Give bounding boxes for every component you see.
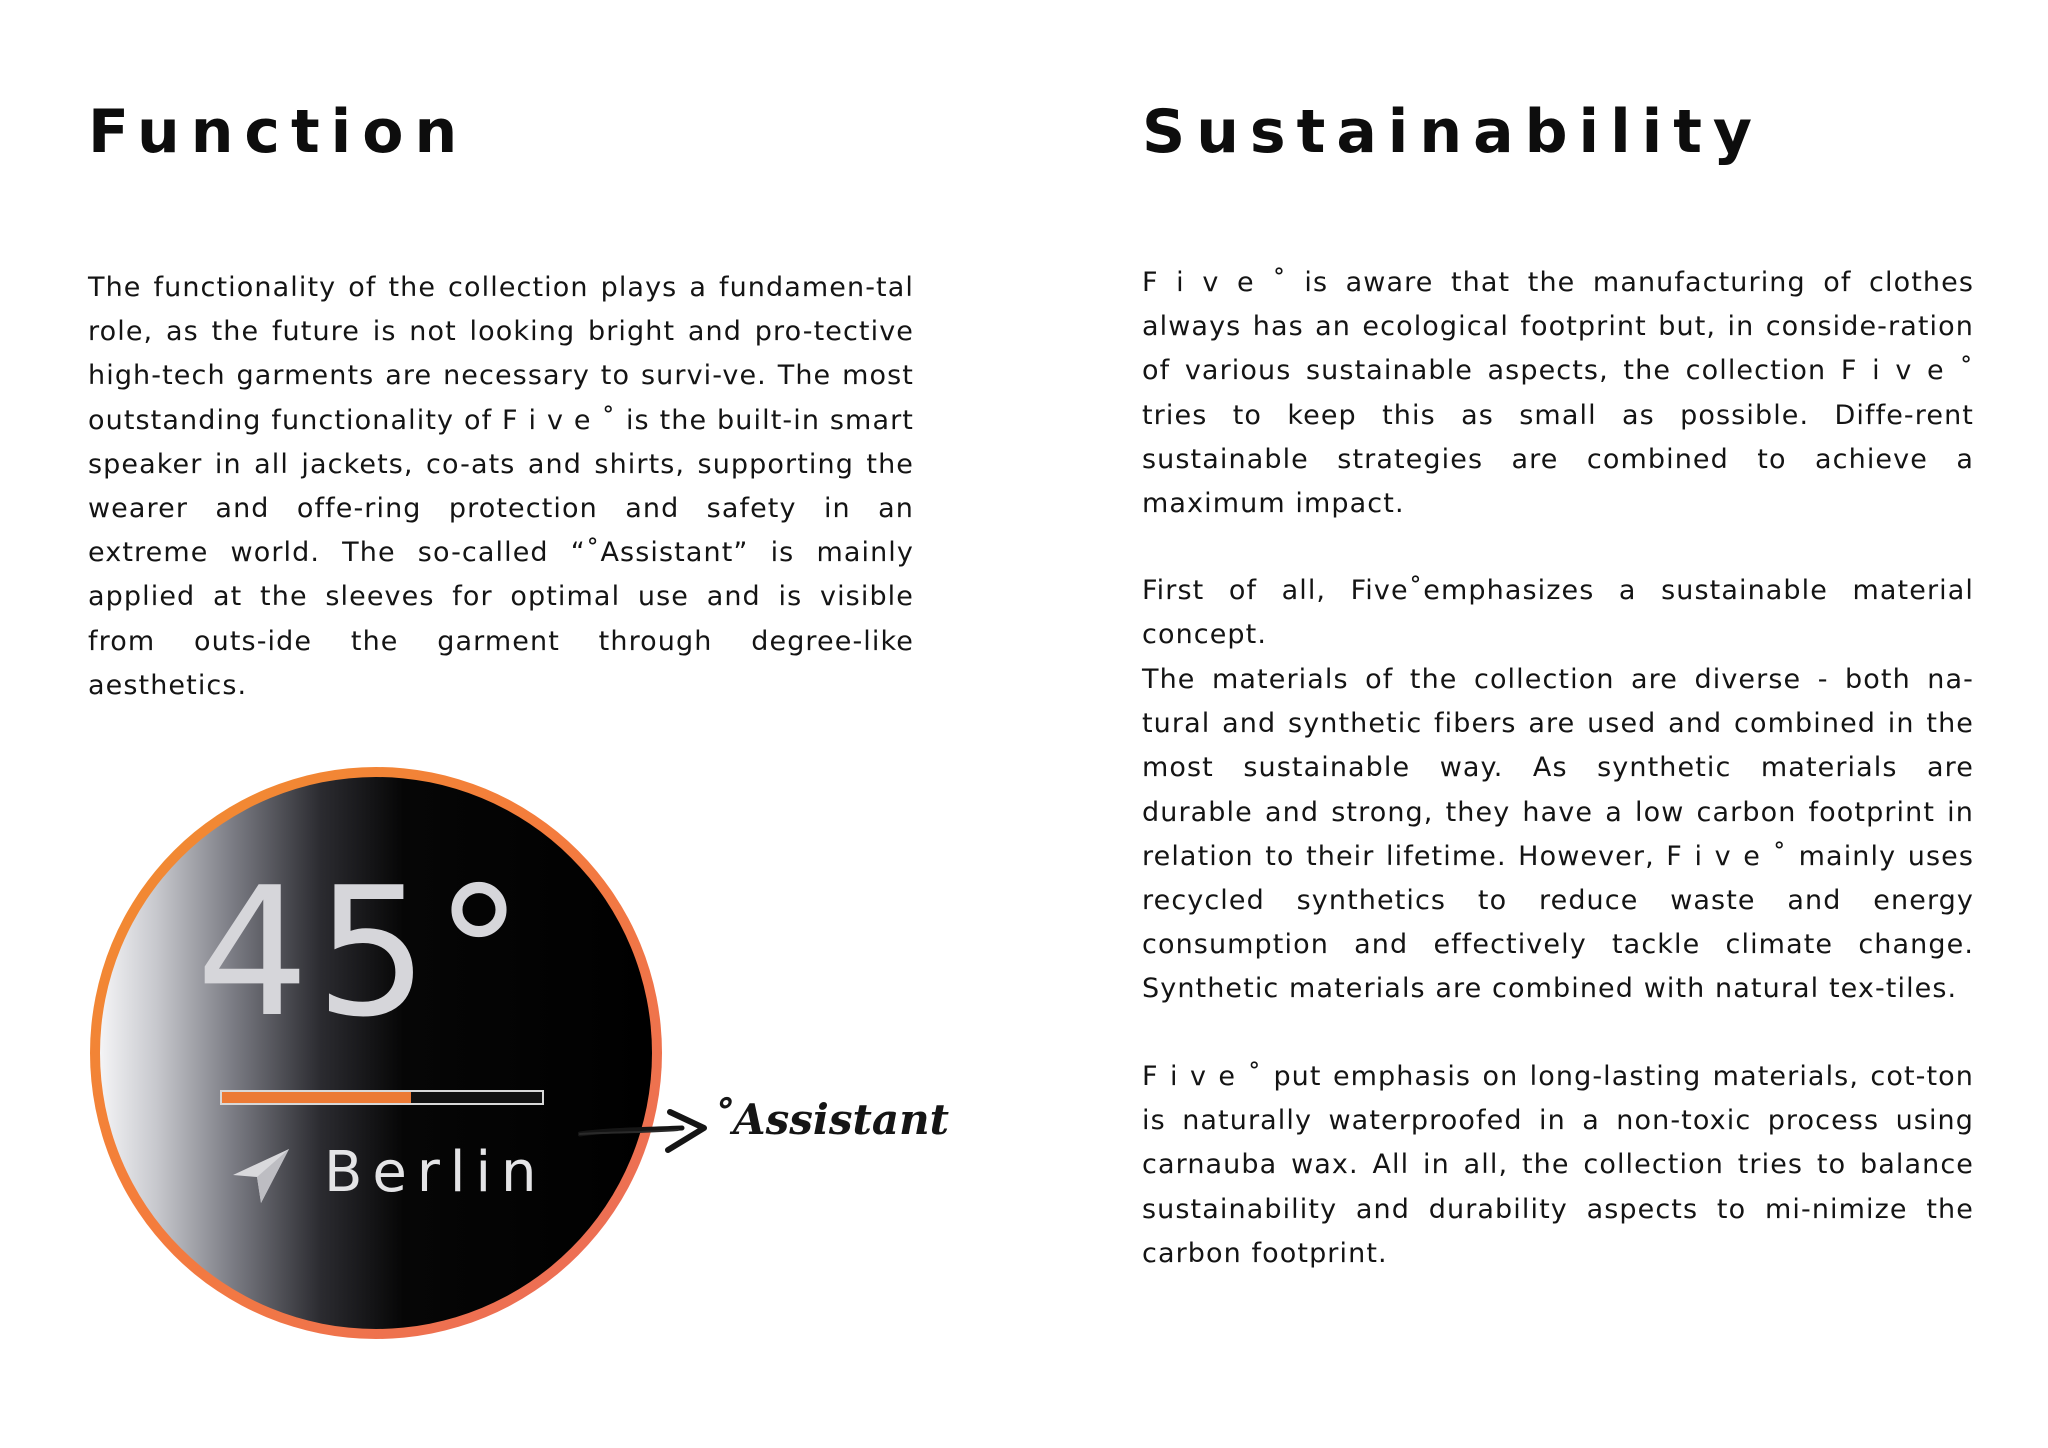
assistant-display-face bbox=[100, 777, 652, 1329]
location-label: Berlin bbox=[324, 1140, 547, 1205]
function-paragraph: The functionality of the collection plays a fundamen-tal role, as the future is not looking bright and pro-tective high-tech garments are necessary to survi-ve. The most outstanding functionality of F i v e ˚ is the built-in smart speaker in all jackets, co-ats and shirts, supporting the wearer and offe-ring protection and safety in an extreme world. The so-called “˚Assistant” is mainly applied at the sleeves for optimal use and is visible from outs-ide the garment through degree-like aesthetics. bbox=[88, 272, 914, 701]
sustainability-paragraph-4: F i v e ˚ put emphasis on long-lasting materials, cot-ton is naturally waterproofed in a non-toxic process using carnauba wax. All in all, the collection tries to balance sustainability and durability aspects to mi-nimize the carbon footprint. bbox=[1142, 1061, 1974, 1269]
assistant-annotation-label: ˚Assistant bbox=[712, 1095, 950, 1144]
sustainability-paragraph-1: F i v e ˚ is aware that the manufacturing of clothes always has an ecological footprint but, in conside-ration of various sustainable aspects, the collection F i v e ˚ tries to keep this as small as possible. Diffe-rent sustainable strategies are combined to achieve a maximum impact. bbox=[1142, 267, 1974, 520]
progress-bar bbox=[220, 1090, 544, 1105]
function-heading: Function bbox=[88, 97, 469, 167]
sustainability-paragraph-2: First of all, Five˚emphasizes a sustainable material concept. bbox=[1142, 575, 1974, 651]
temperature-readout: 45° bbox=[196, 849, 530, 1056]
sustainability-heading: Sustainability bbox=[1142, 97, 1764, 167]
hand-drawn-arrow-icon bbox=[578, 1100, 718, 1160]
navigation-arrow-icon bbox=[231, 1145, 291, 1205]
sustainability-paragraph-3: The materials of the collection are diverse - both na-tural and synthetic fibers are used and combined in the most sustainable way. As synthetic materials are durable and strong, they have a low carbon footprint in relation to their lifetime. However, F i v e ˚ mainly uses recycled synthetics to reduce waste and energy consumption and effectively tackle climate change. Synthetic materials are combined with natural tex-tiles. bbox=[1142, 664, 1974, 1005]
progress-bar-fill bbox=[222, 1092, 411, 1103]
assistant-display bbox=[90, 767, 662, 1339]
